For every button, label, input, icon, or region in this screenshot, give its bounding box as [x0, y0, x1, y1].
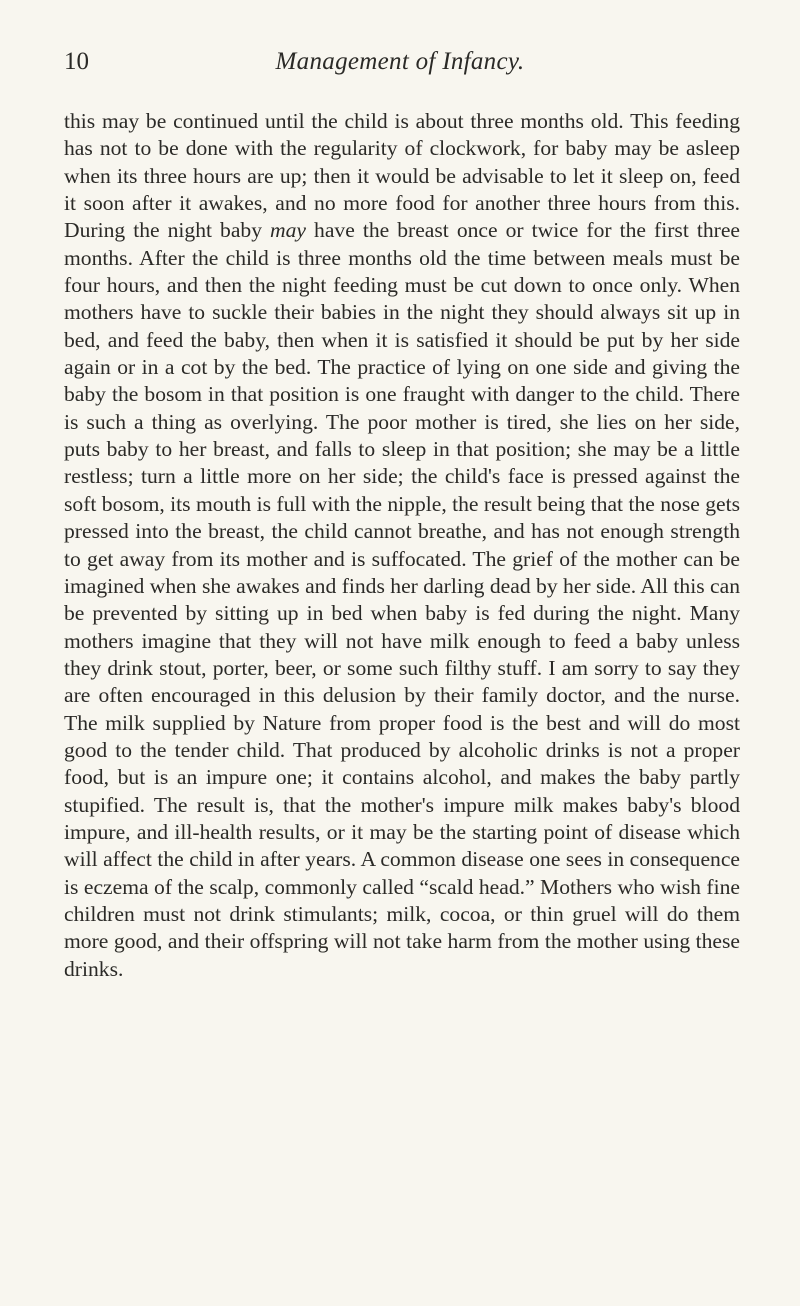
body-text-segment: have the breast once or twice for the first three months. After the child is three months old the time between meals must be four hours, and then the night feeding must be cut down to once only. When mothers have to suckle their babies in the night they should always sit up in bed, and feed the baby, then when it is satisfied it should be put by her side again or in a cot by the bed. The practice of lying on one side and giving the baby the bosom in that position is one fraught with danger to the child. There is such a thing as overlying. The poor mother is tired, she lies on her side, puts baby to her breast, and falls to sleep in that position; she may be a little restless; turn a little more on her side; the child's face is pressed against the soft bosom, its mouth is full with the nipple, the result being that the nose gets pressed into the breast, the child cannot breathe, and has not enough strength to get away from its mother and is suffocated. The grief of the mother can be imagined when she awakes and finds her darling dead by her side. All this can be prevented by sitting up in bed when baby is fed during the night. Many mothers imagine that they will not have milk enough to feed a baby unless they drink stout, porter, beer, or some such filthy stuff. I am sorry to say they are often encouraged in this delusion by their family doctor, and the nurse. The milk supplied by Nature from proper food is the best and will do most good to the tender child. That produced by alcoholic drinks is not a proper food, but is an impure one; it contains alcohol, and makes the baby partly stupified. The result is, that the mother's impure milk makes baby's blood impure, and ill-health results, or it may be the starting point of disease which will affect the child in after years. A common disease one sees in consequence is eczema of the scalp, commonly called “scald head.” Mothers who wish fine children must not drink stimulants; milk, cocoa, or thin gruel will do them more good, and their offspring will not take harm from the mother using these drinks.	[64, 218, 740, 981]
body-paragraph	[64, 108, 740, 983]
page-header	[64, 48, 736, 88]
running-title: Management of Infancy.	[275, 48, 525, 75]
emphasis-text: may	[270, 218, 307, 243]
body-text-segment: this may be continued until the child is about three months old. This feeding has not to be done with the regularity of clockwork, for baby may be asleep when its three hours are up; then it would be advisable to let it sleep on, feed it soon after it awakes, and no more food for another three hours from this. During the night baby	[64, 109, 740, 243]
page-number: 10	[64, 48, 89, 75]
